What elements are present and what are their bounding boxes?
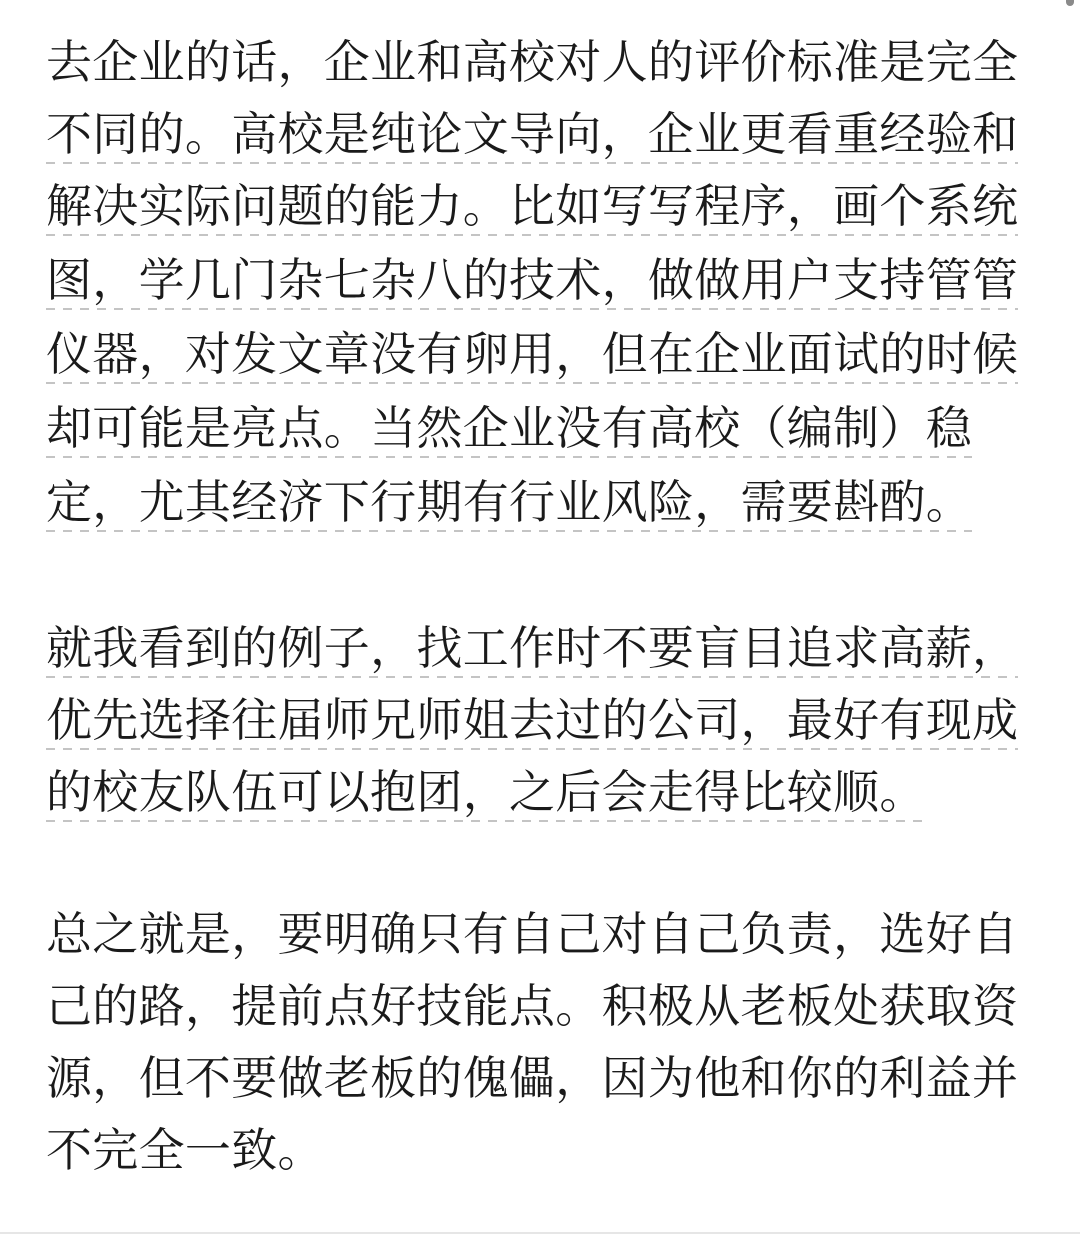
paragraph-1-line-7[interactable]: 定，尤其经济下行期有行业风险，需要斟酌。 (46, 466, 972, 538)
paragraph-2-line-1[interactable]: 就我看到的例子，找工作时不要盲目追求高薪， (46, 612, 1018, 684)
paragraph-3-line-3: 源，但不要做老板的傀儡，因为他和你的利益并 (46, 1051, 1019, 1105)
scroll-indicator-dot (1066, 0, 1074, 6)
paragraph-1-line-3[interactable]: 解决实际问题的能力。比如写写程序，画个系统 (46, 170, 1018, 242)
paragraph-2-line-3[interactable]: 的校友队伍可以抱团，之后会走得比较顺。 (46, 756, 926, 828)
paragraph-3-line-4: 不完全一致。 (46, 1123, 324, 1177)
paragraph-1-line-4[interactable]: 图，学几门杂七杂八的技术，做做用户支持管管 (46, 244, 1018, 316)
paragraph-1-line-6[interactable]: 却可能是亮点。当然企业没有高校（编制）稳 (46, 392, 972, 464)
paragraph-1-line-1: 去企业的话，企业和高校对人的评价标准是完全 (46, 35, 1019, 89)
paragraph-1-line-2[interactable]: 不同的。高校是纯论文导向，企业更看重经验和 (46, 98, 1018, 170)
paragraph-3-line-2: 己的路，提前点好技能点。积极从老板处获取资 (46, 979, 1019, 1033)
paragraph-1-line-5[interactable]: 仪器，对发文章没有卵用，但在企业面试的时候 (46, 318, 1018, 390)
content-divider (0, 1232, 1080, 1234)
paragraph-2-line-2[interactable]: 优先选择往届师兄师姐去过的公司，最好有现成 (46, 684, 1018, 756)
paragraph-3-line-1: 总之就是，要明确只有自己对自己负责，选好自 (46, 907, 1019, 961)
